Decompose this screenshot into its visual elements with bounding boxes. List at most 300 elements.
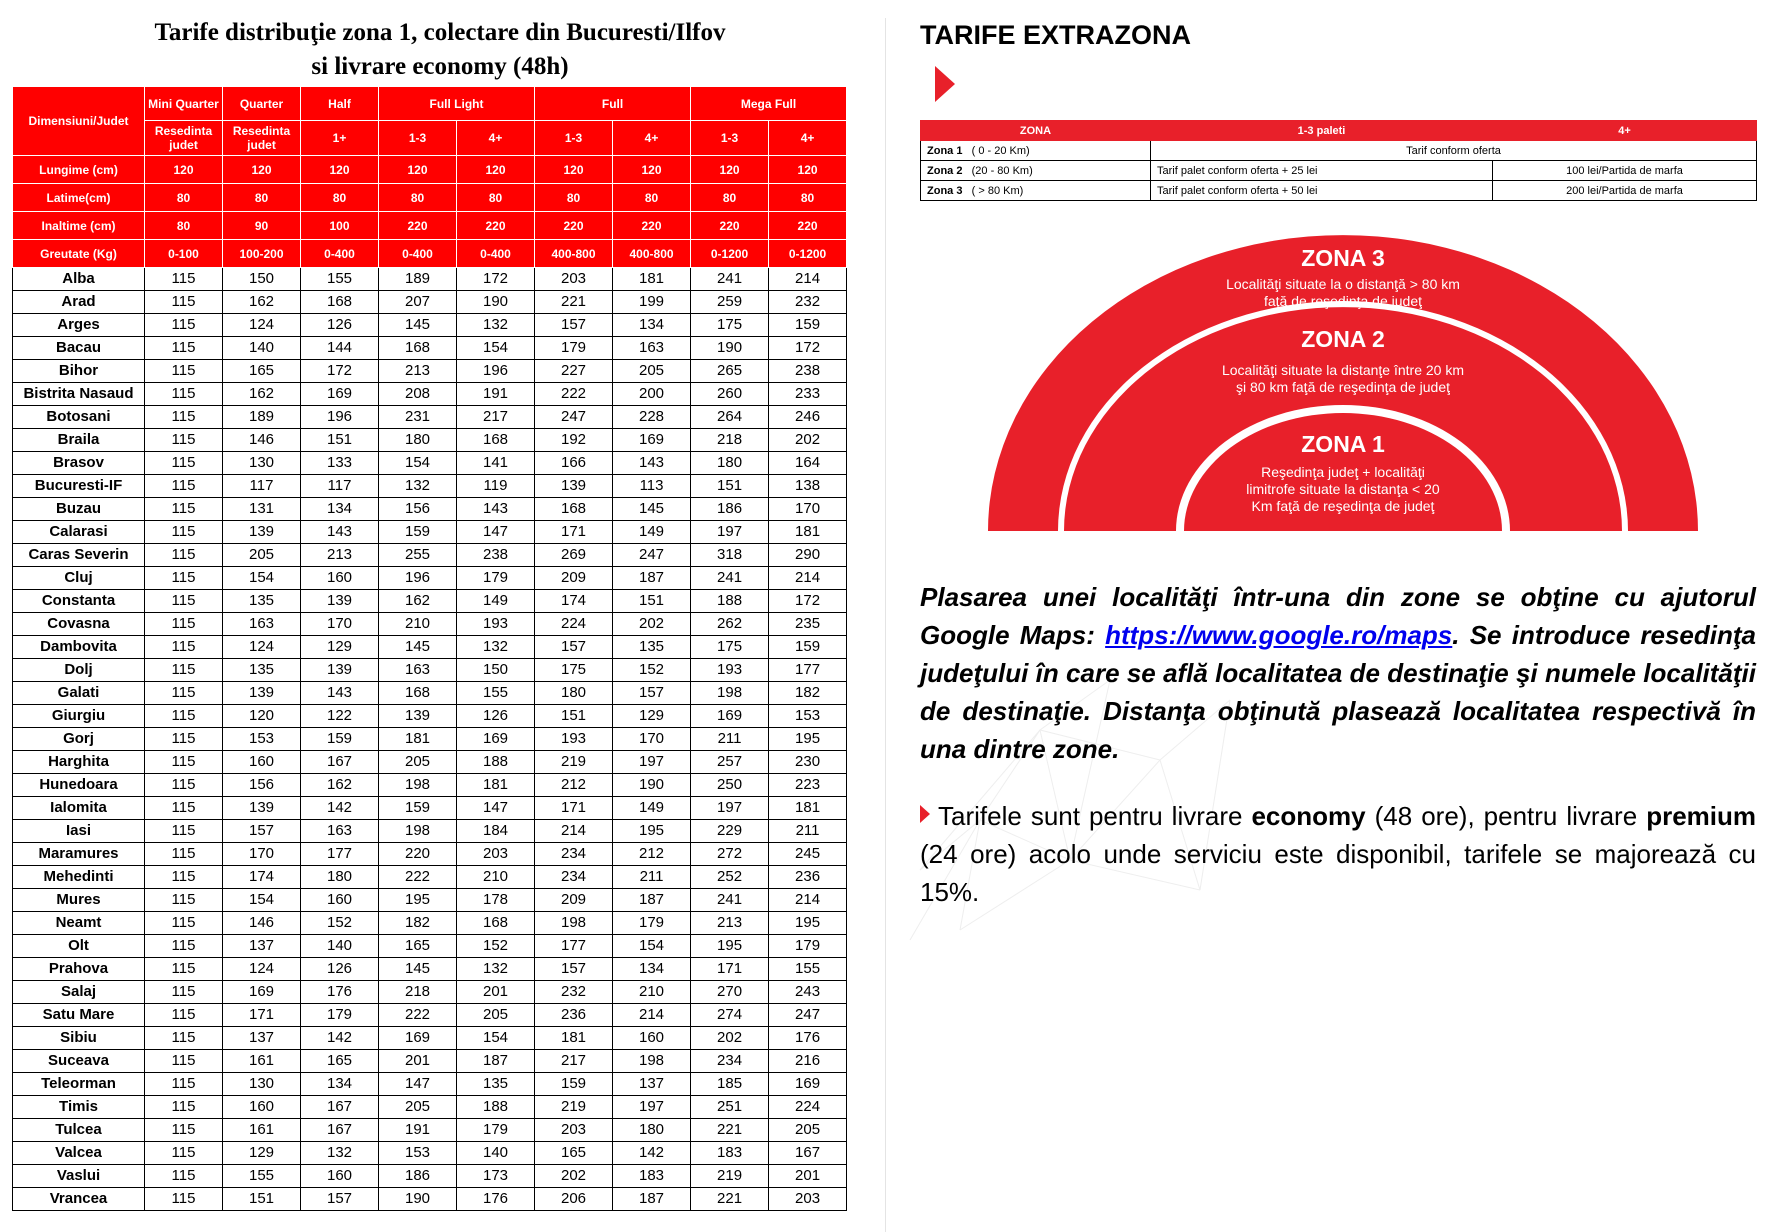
price-cell: 115 <box>145 1004 223 1027</box>
spec-value: 220 <box>379 212 457 240</box>
price-cell: 180 <box>301 866 379 889</box>
price-cell: 183 <box>613 1165 691 1188</box>
price-cell: 172 <box>769 337 847 360</box>
price-cell: 115 <box>145 843 223 866</box>
spec-value: 220 <box>535 212 613 240</box>
price-cell: 115 <box>145 774 223 797</box>
price-cell: 115 <box>145 1096 223 1119</box>
price-cell: 177 <box>769 659 847 682</box>
price-cell: 193 <box>457 613 535 636</box>
price-cell: 168 <box>379 682 457 705</box>
price-cell: 169 <box>379 1027 457 1050</box>
price-cell: 233 <box>769 383 847 406</box>
price-cell: 195 <box>379 889 457 912</box>
pallets-1-3-header: 1-3 paleti <box>1151 121 1493 141</box>
price-cell: 160 <box>301 1165 379 1188</box>
price-cell: 177 <box>301 843 379 866</box>
price-cell: 202 <box>535 1165 613 1188</box>
price-cell: 214 <box>769 268 847 291</box>
price-cell: 129 <box>613 705 691 728</box>
price-cell: 146 <box>223 912 301 935</box>
price-cell: 160 <box>223 751 301 774</box>
price-cell: 115 <box>145 1119 223 1142</box>
price-cell: 115 <box>145 682 223 705</box>
price-cell: 217 <box>457 406 535 429</box>
price-cell: 115 <box>145 1073 223 1096</box>
spec-value: 80 <box>769 184 847 212</box>
table-row <box>13 866 847 889</box>
price-cell: 203 <box>769 1188 847 1211</box>
price-cell: 250 <box>691 774 769 797</box>
price-cell: 117 <box>301 475 379 498</box>
price-cell: 168 <box>301 291 379 314</box>
price-cell: 207 <box>379 291 457 314</box>
price-cell: 201 <box>457 981 535 1004</box>
note-part2: (48 ore), pentru livrare <box>1365 801 1647 831</box>
price-cell: 154 <box>613 935 691 958</box>
county-name: Giurgiu <box>13 705 145 728</box>
price-cell: 168 <box>379 337 457 360</box>
price-cell: 124 <box>223 636 301 659</box>
price-cell: 149 <box>613 797 691 820</box>
group-header-full-light: Full Light <box>379 87 535 121</box>
price-cell: 132 <box>457 636 535 659</box>
table-row <box>13 843 847 866</box>
price-cell: 270 <box>691 981 769 1004</box>
county-name: Constanta <box>13 590 145 613</box>
county-name: Botosani <box>13 406 145 429</box>
sub-header-mini-quarter: Resedinta judet <box>145 121 223 156</box>
county-name: Covasna <box>13 613 145 636</box>
price-cell: 167 <box>301 1119 379 1142</box>
price-cell: 171 <box>535 797 613 820</box>
price-cell: 219 <box>691 1165 769 1188</box>
spec-label: Lungime (cm) <box>13 156 145 184</box>
price-cell: 188 <box>457 751 535 774</box>
price-cell: 205 <box>223 544 301 567</box>
spec-value: 120 <box>223 156 301 184</box>
price-cell: 176 <box>769 1027 847 1050</box>
group-header-quarter: Quarter <box>223 87 301 121</box>
premium-note-paragraph <box>920 797 1756 911</box>
spec-value: 120 <box>535 156 613 184</box>
price-cell: 180 <box>691 452 769 475</box>
county-name: Harghita <box>13 751 145 774</box>
price-cell: 130 <box>223 452 301 475</box>
price-cell: 115 <box>145 636 223 659</box>
price-cell: 135 <box>223 659 301 682</box>
price-cell: 205 <box>379 1096 457 1119</box>
price-cell: 179 <box>457 567 535 590</box>
county-name: Dambovita <box>13 636 145 659</box>
table-row <box>13 498 847 521</box>
county-name: Gorj <box>13 728 145 751</box>
price-cell: 167 <box>301 1096 379 1119</box>
county-name: Buzau <box>13 498 145 521</box>
price-cell: 181 <box>769 521 847 544</box>
sub-header-quarter: Resedinta judet <box>223 121 301 156</box>
table-row <box>13 774 847 797</box>
zone-table <box>920 120 1757 201</box>
table-row <box>13 889 847 912</box>
price-cell: 202 <box>691 1027 769 1050</box>
spec-value: 80 <box>535 184 613 212</box>
price-cell: 169 <box>613 429 691 452</box>
price-cell: 124 <box>223 958 301 981</box>
group-header-mini-quarter: Mini Quarter <box>145 87 223 121</box>
price-cell: 129 <box>301 636 379 659</box>
price-cell: 195 <box>769 728 847 751</box>
price-cell: 151 <box>691 475 769 498</box>
placement-part2: . Se introduce resedinţa judeţului în care se află localitatea de destinaţie şi numele localităţii de destinaţie. Distanţa obţinută plasează localitatea respectivă în una dintre zone. <box>920 620 1756 764</box>
price-cell: 198 <box>613 1050 691 1073</box>
price-cell: 222 <box>379 866 457 889</box>
sub-header-full-light-1-3: 1-3 <box>379 121 457 156</box>
price-cell: 210 <box>613 981 691 1004</box>
spec-value: 120 <box>769 156 847 184</box>
price-cell: 180 <box>613 1119 691 1142</box>
price-cell: 133 <box>301 452 379 475</box>
price-cell: 181 <box>613 268 691 291</box>
price-cell: 210 <box>457 866 535 889</box>
price-cell: 163 <box>613 337 691 360</box>
county-name: Braila <box>13 429 145 452</box>
price-cell: 189 <box>379 268 457 291</box>
price-cell: 143 <box>613 452 691 475</box>
bullet-arrow-icon <box>920 805 930 823</box>
zone2-line2: şi 80 km faţă de reşedinţa de judeţ <box>1235 379 1451 395</box>
price-cell: 163 <box>379 659 457 682</box>
price-cell: 198 <box>379 820 457 843</box>
price-cell: 246 <box>769 406 847 429</box>
county-name: Olt <box>13 935 145 958</box>
price-cell: 182 <box>769 682 847 705</box>
placement-part1: Plasarea unei localităţi într-una din zone se obţine cu ajutorul Google Maps: <box>920 582 1756 650</box>
county-name: Timis <box>13 1096 145 1119</box>
price-cell: 143 <box>301 521 379 544</box>
price-cell: 172 <box>769 590 847 613</box>
price-cell: 150 <box>223 268 301 291</box>
county-name: Brasov <box>13 452 145 475</box>
price-cell: 139 <box>301 590 379 613</box>
spec-value: 80 <box>223 184 301 212</box>
google-maps-link[interactable]: https://www.google.ro/maps <box>1105 620 1453 650</box>
price-cell: 195 <box>691 935 769 958</box>
price-cell: 241 <box>691 889 769 912</box>
zone1-line2: limitrofe situate la distanţa < 20 <box>1246 481 1440 497</box>
price-cell: 135 <box>613 636 691 659</box>
county-name: Satu Mare <box>13 1004 145 1027</box>
spec-value: 220 <box>613 212 691 240</box>
price-cell: 139 <box>535 475 613 498</box>
price-cell: 187 <box>613 1188 691 1211</box>
price-cell: 130 <box>223 1073 301 1096</box>
price-cell: 205 <box>613 360 691 383</box>
table-row <box>13 1050 847 1073</box>
price-cell: 115 <box>145 935 223 958</box>
price-cell: 117 <box>223 475 301 498</box>
price-cell: 162 <box>379 590 457 613</box>
price-cell: 195 <box>613 820 691 843</box>
price-cell: 159 <box>535 1073 613 1096</box>
sub-header-full-4plus: 4+ <box>613 121 691 156</box>
price-cell: 201 <box>769 1165 847 1188</box>
table-row <box>13 1096 847 1119</box>
price-cell: 115 <box>145 613 223 636</box>
price-cell: 177 <box>535 935 613 958</box>
price-cell: 179 <box>301 1004 379 1027</box>
price-cell: 113 <box>613 475 691 498</box>
price-cell: 172 <box>457 268 535 291</box>
spec-row <box>13 156 847 184</box>
price-cell: 140 <box>223 337 301 360</box>
county-name: Sibiu <box>13 1027 145 1050</box>
price-cell: 264 <box>691 406 769 429</box>
price-cell: 174 <box>223 866 301 889</box>
spec-value: 100-200 <box>223 240 301 268</box>
price-cell: 140 <box>457 1142 535 1165</box>
county-name: Caras Severin <box>13 544 145 567</box>
zone-range: ( > 80 Km) <box>971 184 1024 197</box>
table-row <box>13 1004 847 1027</box>
table-row <box>13 291 847 314</box>
price-cell: 274 <box>691 1004 769 1027</box>
price-cell: 217 <box>535 1050 613 1073</box>
price-cell: 142 <box>613 1142 691 1165</box>
spec-value: 80 <box>145 184 223 212</box>
price-cell: 160 <box>301 567 379 590</box>
sub-header-full-1-3: 1-3 <box>535 121 613 156</box>
price-cell: 212 <box>535 774 613 797</box>
price-cell: 221 <box>535 291 613 314</box>
price-cell: 187 <box>457 1050 535 1073</box>
table-row <box>13 1165 847 1188</box>
group-header-full: Full <box>535 87 691 121</box>
price-cell: 200 <box>613 383 691 406</box>
price-cell: 132 <box>457 314 535 337</box>
table-row <box>13 1119 847 1142</box>
price-cell: 137 <box>613 1073 691 1096</box>
price-cell: 272 <box>691 843 769 866</box>
price-cell: 115 <box>145 728 223 751</box>
price-cell: 115 <box>145 590 223 613</box>
price-cell: 187 <box>613 567 691 590</box>
price-cell: 115 <box>145 981 223 1004</box>
price-cell: 180 <box>379 429 457 452</box>
price-cell: 145 <box>379 958 457 981</box>
price-cell: 213 <box>379 360 457 383</box>
price-cell: 155 <box>769 958 847 981</box>
price-cell: 175 <box>691 314 769 337</box>
price-cell: 222 <box>379 1004 457 1027</box>
zone1-title: ZONA 1 <box>1301 431 1385 457</box>
price-cell: 190 <box>613 774 691 797</box>
spec-value: 220 <box>769 212 847 240</box>
price-cell: 219 <box>535 751 613 774</box>
price-cell: 221 <box>691 1119 769 1142</box>
price-cell: 213 <box>691 912 769 935</box>
spec-value: 120 <box>301 156 379 184</box>
main-title-line2: si livrare economy (48h) <box>311 53 569 80</box>
price-cell: 157 <box>535 314 613 337</box>
right-panel <box>900 0 1778 1232</box>
table-row <box>13 797 847 820</box>
price-cell: 247 <box>769 1004 847 1027</box>
price-cell: 145 <box>379 314 457 337</box>
table-row <box>13 728 847 751</box>
price-cell: 210 <box>379 613 457 636</box>
price-cell: 262 <box>691 613 769 636</box>
price-cell: 223 <box>769 774 847 797</box>
price-cell: 179 <box>535 337 613 360</box>
price-cell: 115 <box>145 1027 223 1050</box>
placement-paragraph <box>920 578 1756 768</box>
zone3-line2: faţă de reşedinţa de judeţ <box>1263 293 1423 309</box>
price-cell: 126 <box>301 958 379 981</box>
county-name: Mehedinti <box>13 866 145 889</box>
price-cell: 151 <box>301 429 379 452</box>
price-cell: 137 <box>223 1027 301 1050</box>
dim-header: Dimensiuni/Judet <box>13 87 145 156</box>
sub-header-mega-full-4plus: 4+ <box>769 121 847 156</box>
price-cell: 140 <box>301 935 379 958</box>
spec-value: 80 <box>691 184 769 212</box>
price-cell: 115 <box>145 889 223 912</box>
spec-value: 120 <box>613 156 691 184</box>
price-cell: 236 <box>769 866 847 889</box>
county-name: Prahova <box>13 958 145 981</box>
price-cell: 171 <box>535 521 613 544</box>
spec-value: 80 <box>145 212 223 240</box>
price-cell: 252 <box>691 866 769 889</box>
price-cell: 155 <box>223 1165 301 1188</box>
table-row <box>13 613 847 636</box>
note-economy: economy <box>1251 801 1366 831</box>
zones-diagram <box>988 235 1698 535</box>
price-cell: 151 <box>613 590 691 613</box>
price-cell: 181 <box>535 1027 613 1050</box>
price-cell: 173 <box>457 1165 535 1188</box>
price-cell: 147 <box>379 1073 457 1096</box>
price-cell: 159 <box>769 636 847 659</box>
spec-row <box>13 240 847 268</box>
price-cell: 189 <box>223 406 301 429</box>
price-cell: 228 <box>613 406 691 429</box>
price-cell: 181 <box>769 797 847 820</box>
table-row <box>13 682 847 705</box>
county-name: Valcea <box>13 1142 145 1165</box>
price-cell: 145 <box>379 636 457 659</box>
zone-cell <box>921 181 1151 201</box>
price-cell: 174 <box>535 590 613 613</box>
county-name: Ialomita <box>13 797 145 820</box>
price-cell: 205 <box>769 1119 847 1142</box>
price-cell: 126 <box>301 314 379 337</box>
price-cell: 181 <box>457 774 535 797</box>
price-cell: 190 <box>379 1188 457 1211</box>
panel-divider <box>885 18 886 1232</box>
price-cell: 245 <box>769 843 847 866</box>
left-panel <box>0 0 880 1232</box>
price-cell: 168 <box>535 498 613 521</box>
price-cell: 159 <box>301 728 379 751</box>
price-cell: 224 <box>769 1096 847 1119</box>
spec-value: 120 <box>691 156 769 184</box>
price-cell: 169 <box>301 383 379 406</box>
price-cell: 115 <box>145 452 223 475</box>
zone1-line1: Reşedinţa judeţ + localităţi <box>1261 464 1425 480</box>
price-cell: 218 <box>691 429 769 452</box>
price-cell: 216 <box>769 1050 847 1073</box>
note-part3: (24 ore) acolo unde serviciu este disponibil, tarifele se majorează cu 15%. <box>920 839 1756 907</box>
spec-value: 120 <box>457 156 535 184</box>
price-cell: 170 <box>769 498 847 521</box>
price-cell: 115 <box>145 337 223 360</box>
price-cell: 247 <box>535 406 613 429</box>
price-cell: 191 <box>457 383 535 406</box>
table-row <box>13 314 847 337</box>
price-cell: 203 <box>457 843 535 866</box>
price-cell: 168 <box>457 912 535 935</box>
price-cell: 220 <box>379 843 457 866</box>
price-cell: 134 <box>613 958 691 981</box>
price-cell: 197 <box>613 751 691 774</box>
table-row <box>13 567 847 590</box>
price-cell: 157 <box>301 1188 379 1211</box>
price-cell: 197 <box>691 521 769 544</box>
price-cell: 115 <box>145 314 223 337</box>
price-cell: 179 <box>457 1119 535 1142</box>
spec-label: Inaltime (cm) <box>13 212 145 240</box>
table-row <box>13 1188 847 1211</box>
price-cell: 188 <box>691 590 769 613</box>
price-cell: 162 <box>301 774 379 797</box>
price-cell: 209 <box>535 567 613 590</box>
price-cell: 231 <box>379 406 457 429</box>
price-cell: 195 <box>769 912 847 935</box>
county-name: Vrancea <box>13 1188 145 1211</box>
table-row <box>13 475 847 498</box>
price-cell: 219 <box>535 1096 613 1119</box>
price-cell: 141 <box>457 452 535 475</box>
spec-value: 90 <box>223 212 301 240</box>
county-name: Calarasi <box>13 521 145 544</box>
price-cell: 143 <box>457 498 535 521</box>
price-cell: 147 <box>457 521 535 544</box>
price-cell: 199 <box>613 291 691 314</box>
spec-value: 0-400 <box>379 240 457 268</box>
price-cell: 206 <box>535 1188 613 1211</box>
price-cell: 229 <box>691 820 769 843</box>
price-cell: 222 <box>535 383 613 406</box>
county-name: Bistrita Nasaud <box>13 383 145 406</box>
price-cell: 238 <box>769 360 847 383</box>
price-cell: 155 <box>457 682 535 705</box>
price-cell: 169 <box>223 981 301 1004</box>
price-cell: 115 <box>145 475 223 498</box>
spec-value: 80 <box>379 184 457 212</box>
price-cell: 235 <box>769 613 847 636</box>
price-cell: 236 <box>535 1004 613 1027</box>
price-cell: 221 <box>691 1188 769 1211</box>
price-cell: 164 <box>769 452 847 475</box>
price-cell: 152 <box>457 935 535 958</box>
spec-value: 80 <box>457 184 535 212</box>
county-name: Alba <box>13 268 145 291</box>
price-cell: 135 <box>457 1073 535 1096</box>
price-cell: 190 <box>691 337 769 360</box>
county-name: Bucuresti-IF <box>13 475 145 498</box>
